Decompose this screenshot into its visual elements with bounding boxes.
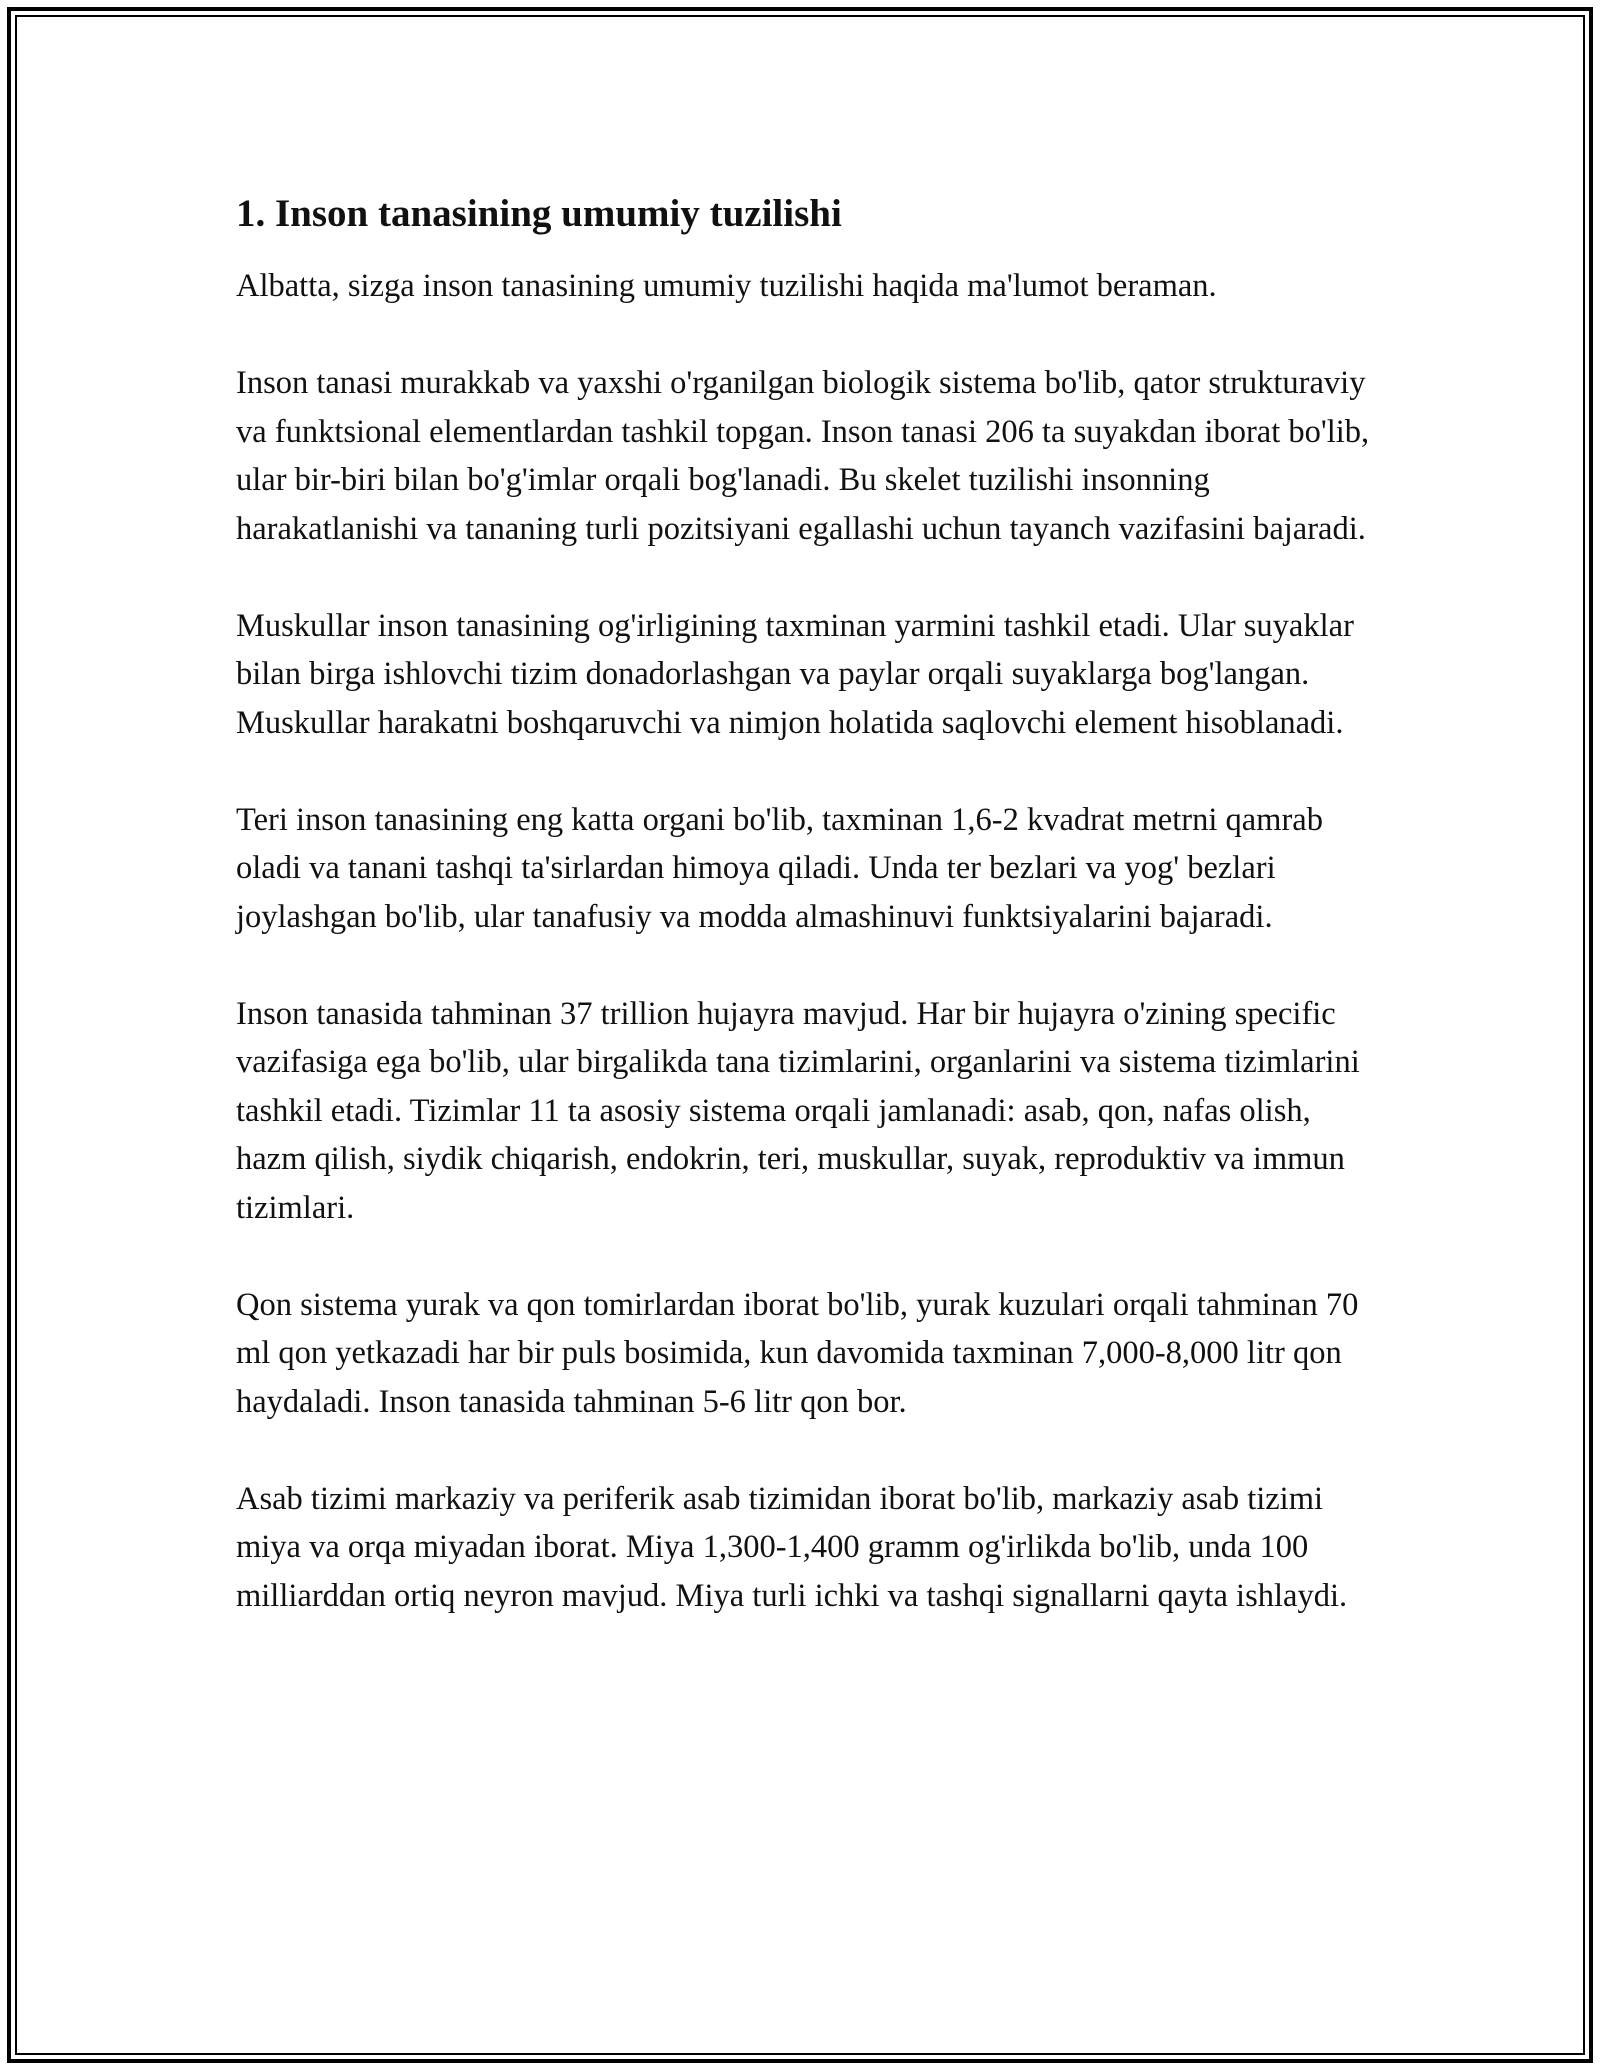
paragraph-skeleton: Inson tanasi murakkab va yaxshi o'rganilgan biologik sistema bo'lib, qator strukturaviy va funktsional elementlardan tashkil topgan. Inson tanasi 206 ta suyakdan iborat bo'lib, ular bir-biri bilan bo'g'imlar orqali bog'lanadi. Bu skelet tuzilishi insonning harakatlanishi va tananing turli pozitsiyani egallashi uchun tayanch vazifasini bajaradi. xyxy=(236,365,1370,547)
paragraph-muscles: Muskullar inson tanasining og'irligining taxminan yarmini tashkil etadi. Ular suyaklar bilan birga ishlovchi tizim donadorlashgan va paylar orqali suyaklarga bog'langan. Muskullar harakatni boshqaruvchi va nimjon holatida saqlovchi element hisoblanadi. xyxy=(236,607,1354,741)
paragraph-blood-system: Qon sistema yurak va qon tomirlardan iborat bo'lib, yurak kuzulari orqali tahminan 70 ml qon yetkazadi har bir puls bosimida, kun davomida taxminan 7,000-8,000 litr qon haydaladi. Inson tanasida tahminan 5-6 litr qon bor. xyxy=(236,1286,1359,1420)
paragraph-nervous-system: Asab tizimi markaziy va periferik asab tizimidan iborat bo'lib, markaziy asab tizimi miya va orqa miyadan iborat. Miya 1,300-1,400 gramm og'irlikda bo'lib, unda 100 milliarddan ortiq neyron mavjud. Miya turli ichki va tashqi signallarni qayta ishlaydi. xyxy=(236,1480,1348,1614)
paragraph-intro: Albatta, sizga inson tanasining umumiy tuzilishi haqida ma'lumot beraman. xyxy=(236,268,1217,304)
section-heading: 1. Inson tanasining umumiy tuzilishi xyxy=(236,192,842,235)
paragraph-skin: Teri inson tanasining eng katta organi bo'lib, taxminan 1,6-2 kvadrat metrni qamrab oladi va tanani tashqi ta'sirlardan himoya qiladi. Unda ter bezlari va yog' bezlari joylashgan bo'lib, ular tanafusiy va modda almashinuvi funktsiyalarini bajaradi. xyxy=(236,801,1323,935)
paragraph-cells: Inson tanasida tahminan 37 trillion hujayra mavjud. Har bir hujayra o'zining specific vazifasiga ega bo'lib, ular birgalikda tana tizimlarini, organlarini va sistema tizimlarini tashkil etadi. Tizimlar 11 ta asosiy sistema orqali jamlanadi: asab, qon, nafas olish, hazm qilish, siydik chiqarish, endokrin, teri, muskullar, suyak, reproduktiv va immun tizimlari. xyxy=(236,995,1360,1226)
document-body xyxy=(236,190,1376,1669)
